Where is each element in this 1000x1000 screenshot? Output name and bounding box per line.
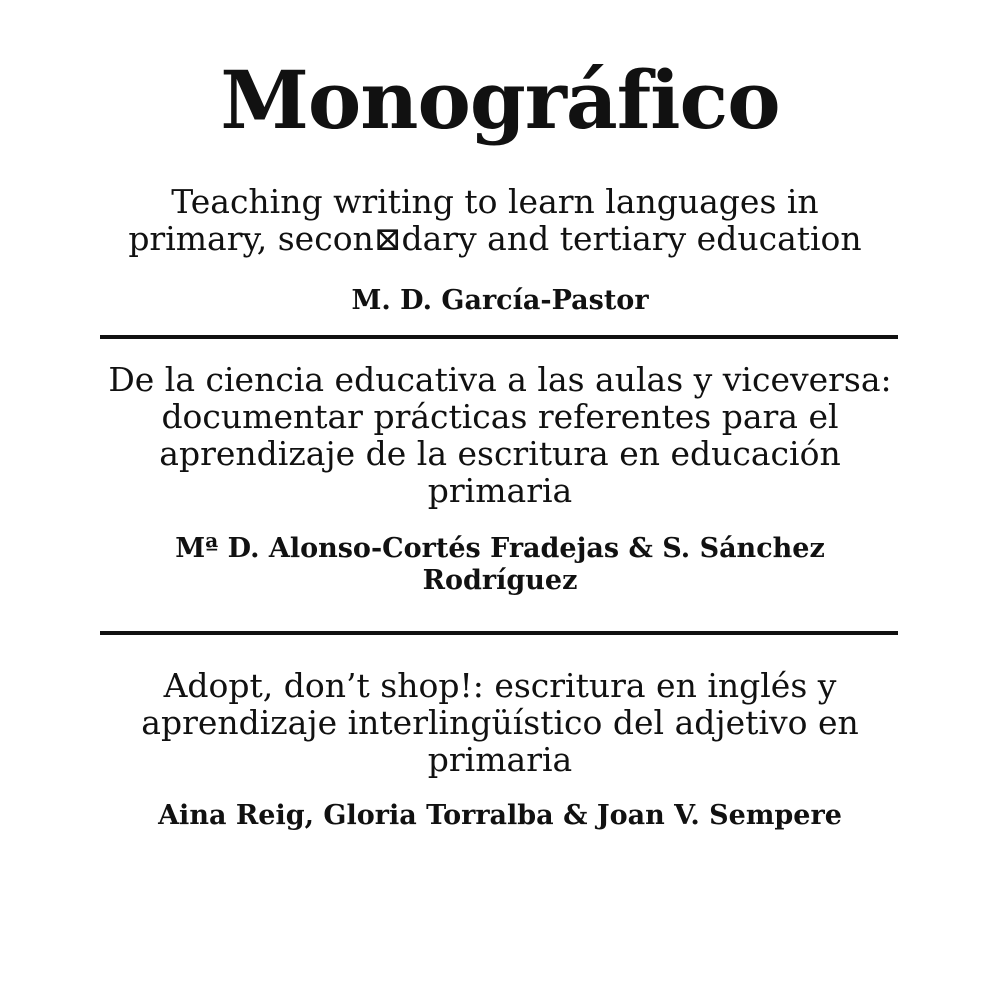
article-entry-1 <box>100 183 900 317</box>
article-title: Adopt, don’t shop!: escritura en inglés y aprendizaje interlingüístico del adjetivo en primaria <box>141 666 859 779</box>
article-authors: M. D. García-Pastor <box>351 285 649 316</box>
page-title: Monográfico <box>220 53 780 147</box>
article-title: Teaching writing to learn languages in primary, secon⊠dary and tertiary education <box>128 182 862 258</box>
article-entry-3 <box>100 667 900 832</box>
section-divider <box>100 335 898 339</box>
article-entry-2 <box>100 361 900 597</box>
article-authors: Mª D. Alonso-Cortés Fradejas & S. Sánchez Rodríguez <box>175 533 825 596</box>
section-divider <box>100 631 898 635</box>
article-authors: Aina Reig, Gloria Torralba & Joan V. Sempere <box>158 800 842 831</box>
article-title: De la ciencia educativa a las aulas y viceversa: documentar prácticas referentes para el aprendizaje de la escritura en educación primaria <box>108 360 892 510</box>
